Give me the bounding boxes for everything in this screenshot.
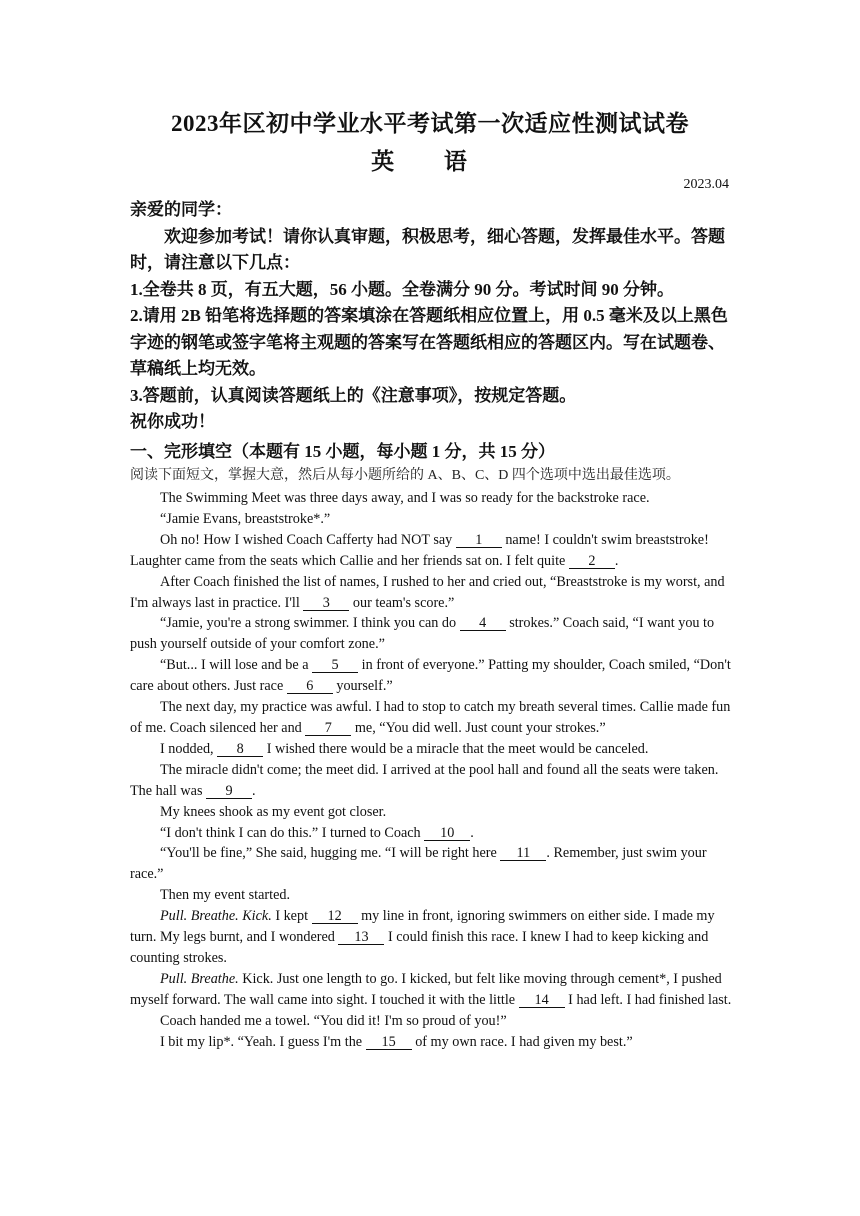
blank-2: 2 [569,554,615,569]
passage-paragraph: “Jamie Evans, breaststroke*.” [160,510,331,527]
passage-paragraph: My knees shook as my event got closer. [160,803,387,820]
passage-paragraph: “But... I will lose and be a 5 in front of everyone.” Patting my shoulder, Coach smiled, “Don't care about others. Just race 6 yourself.” [130,657,731,695]
closing-wish: 祝你成功！ [130,412,215,431]
blank-9: 9 [206,784,252,799]
passage-paragraph: “I don't think I can do this.” I turned to Coach 10 . [160,824,474,841]
passage-paragraph: The next day, my practice was awful. I had to stop to catch my breath several times. Callie made fun of me. Coach silenced her and 7 me, “You did well. Just count your strokes.” [130,699,731,736]
blank-12: 12 [312,909,358,924]
passage-paragraph: Coach handed me a towel. “You did it! I'm so proud of you!” [160,1012,507,1029]
note-2: 2.请用 2B 铅笔将选择题的答案填涂在答题纸相应位置上，用 0.5 毫米及以上黑色字迹的钢笔或签字笔将主观题的答案写在答题纸相应的答题区内。写在试题卷、草稿纸上均无效。 [130,306,728,378]
exam-title: 2023年区初中学业水平考试第一次适应性测试试卷 [171,111,689,136]
blank-5: 5 [312,658,358,673]
passage-paragraph: I bit my lip*. “Yeah. I guess I'm the 15 of my own race. I had given my best.” [160,1033,633,1050]
blank-3: 3 [303,596,349,611]
blank-11: 11 [500,846,546,861]
blank-6: 6 [287,679,333,694]
passage-paragraph: Pull. Breathe. Kick. I kept 12 my line in front, ignoring swimmers on either side. I made my turn. My legs burnt, and I wondered 13 I could finish this race. I knew I had to keep kicking and counting strokes. [130,908,715,966]
blank-4: 4 [460,616,506,631]
note-3: 3.答题前，认真阅读答题纸上的《注意事项》，按规定答题。 [130,385,577,405]
blank-10: 10 [424,826,470,841]
passage-paragraph: The Swimming Meet was three days away, and I was so ready for the backstroke race. [160,490,650,506]
blank-15: 15 [366,1035,412,1050]
section-instruction: 阅读下面短文，掌握大意，然后从每小题所给的 A、B、C、D 四个选项中选出最佳选项。 [130,468,680,483]
welcome-text: 欢迎参加考试！请你认真审题，积极思考，细心答题，发挥最佳水平。答题时，请注意以下几点： [130,226,725,272]
blank-14: 14 [519,993,565,1008]
passage-paragraph: Then my event started. [160,887,291,904]
cloze-passage [130,488,732,1052]
blank-13: 13 [338,930,384,945]
passage-paragraph: I nodded, 8 I wished there would be a miracle that the meet would be canceled. [160,740,649,757]
passage-paragraph: After Coach finished the list of names, I rushed to her and cried out, “Breaststroke is my worst, and I'm always last in practice. I'll 3 our team's score.” [130,573,725,611]
passage-paragraph: “You'll be fine,” She said, hugging me. “I will be right here 11 . Remember, just swim your race.” [130,845,707,883]
blank-8: 8 [217,742,263,757]
passage-paragraph: “Jamie, you're a strong swimmer. I think you can do 4 strokes.” Coach said, “I want you to push yourself outside of your comfort zone.” [130,615,715,653]
exam-date: 2023.04 [683,177,729,192]
passage-paragraph: Pull. Breathe. Kick. Just one length to go. I kicked, but felt like moving through cement*, I pushed myself forward. The wall came into sight. I touched it with the little 14 I had left. I had finished last. [130,970,732,1008]
greeting: 亲爱的同学： [130,200,232,219]
blank-1: 1 [456,533,502,548]
section-heading: 一、完形填空（本题有 15 小题，每小题 1 分，共 15 分） [130,442,555,461]
blank-7: 7 [305,721,351,736]
subject-title: 英 语 [371,149,489,174]
instructions-block [130,197,730,436]
note-1: 1.全卷共 8 页，有五大题，56 小题。全卷满分 90 分。考试时间 90 分钟。 [130,279,674,299]
passage-paragraph: The miracle didn't come; the meet did. I arrived at the pool hall and found all the seats were taken. The hall was 9 . [130,761,719,799]
passage-paragraph: Oh no! How I wished Coach Cafferty had NOT say 1 name! I couldn't swim breaststroke! Laughter came from the seats which Callie and her friends sat on. I felt quite 2 . [130,531,709,569]
